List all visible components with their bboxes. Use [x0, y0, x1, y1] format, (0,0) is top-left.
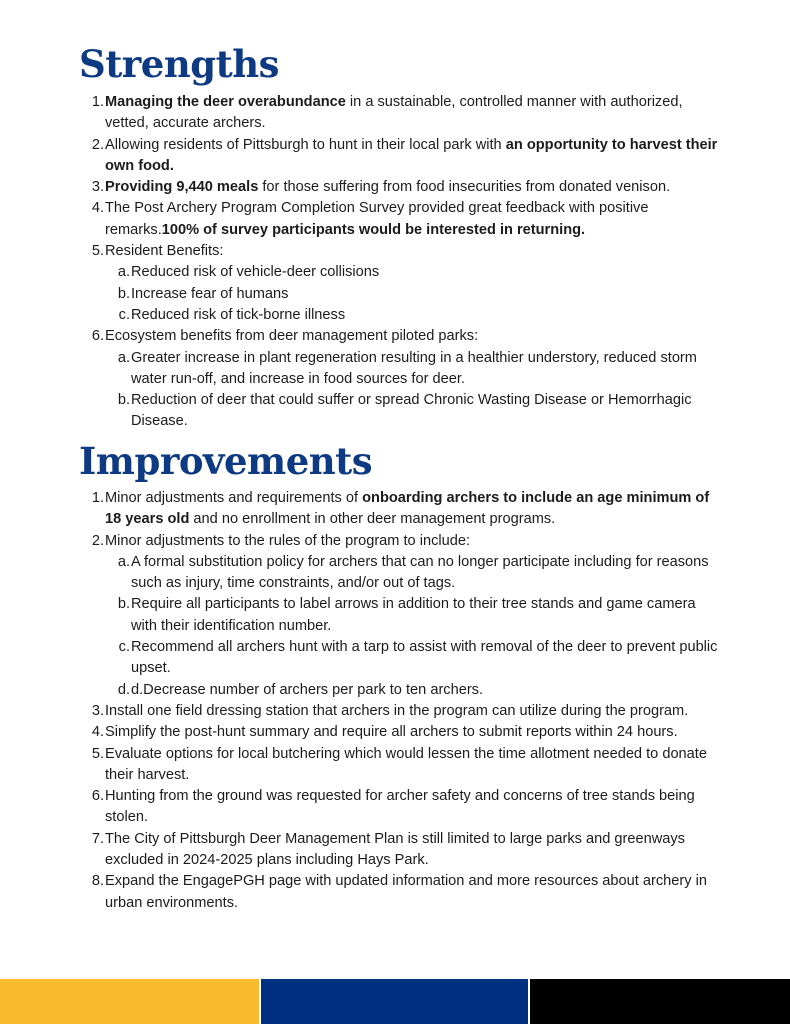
- list-item: [80, 241, 720, 326]
- sub-item-letter: b.: [117, 392, 130, 409]
- sub-list: [105, 552, 720, 701]
- list-item: [80, 722, 720, 743]
- item-number: 5.: [91, 243, 104, 260]
- sub-list-item: [105, 637, 720, 680]
- list-item: [80, 488, 720, 531]
- strengths-heading: Strengths: [79, 42, 279, 86]
- item-text: Simplify the post-hunt summary and require all archers to submit reports within 24 hours.: [105, 724, 678, 741]
- list-item: [80, 701, 720, 722]
- item-text: Minor adjustments and requirements of: [105, 490, 363, 506]
- sub-list-item: [105, 390, 720, 433]
- sub-item-text: A formal substitution policy for archers that can no longer participate including for reasons such as injury, time constraints, and/or out of tags.: [131, 553, 709, 592]
- item-number: 8.: [91, 873, 104, 890]
- sub-item-letter: d.: [117, 681, 130, 698]
- list-item: [80, 326, 720, 432]
- item-text: Resident Benefits:: [105, 243, 224, 260]
- sub-item-letter: a.: [117, 349, 130, 366]
- sub-item-letter: b.: [117, 285, 130, 302]
- item-number: 4.: [91, 200, 104, 217]
- sub-list: [105, 348, 720, 433]
- sub-item-letter: a.: [117, 553, 130, 570]
- item-number: 2.: [91, 532, 104, 549]
- item-number: 1.: [91, 94, 104, 110]
- item-number: 7.: [91, 830, 104, 847]
- item-text: Hunting from the ground was requested for archer safety and concerns of tree stands being stolen.: [105, 788, 695, 826]
- item-number: 3.: [91, 702, 104, 719]
- sub-list-item: [105, 305, 720, 326]
- sub-item-letter: a.: [117, 264, 130, 281]
- item-text: The Post Archery Program Completion Survey provided great feedback with positive remarks.: [105, 200, 649, 238]
- item-text-continued: and no enrollment in other deer management programs.: [189, 511, 556, 528]
- sub-list-item: [105, 262, 720, 283]
- item-number: 1.: [91, 490, 104, 506]
- sub-list-item: [105, 284, 720, 305]
- footer-black-bar: [530, 979, 790, 1024]
- sub-list: [105, 262, 720, 326]
- sub-item-letter: b.: [117, 596, 130, 613]
- item-bold-text: 100% of survey participants would be interested in returning.: [161, 221, 586, 238]
- list-item: [80, 871, 720, 914]
- list-item: [80, 829, 720, 872]
- sub-item-text: Recommend all archers hunt with a tarp to assist with removal of the deer to prevent public upset.: [131, 639, 718, 677]
- item-bold-text: Managing the deer overabundance: [105, 94, 346, 110]
- list-item: [80, 744, 720, 787]
- sub-item-text: Reduced risk of tick-borne illness: [131, 306, 346, 323]
- item-text: in a sustainable, controlled manner with authorized, vetted, accurate archers.: [105, 94, 683, 132]
- sub-item-text: Reduction of deer that could suffer or spread Chronic Wasting Disease or Hemorrhagic Disease.: [131, 392, 692, 430]
- sub-list-item: [105, 348, 720, 391]
- list-item: [80, 92, 720, 135]
- sub-item-text: Greater increase in plant regeneration resulting in a healthier understory, reduced storm water run-off, and increase in food sources for deer.: [131, 349, 697, 387]
- item-number: 6.: [91, 788, 104, 805]
- sub-item-text: Require all participants to label arrows in addition to their tree stands and game camera with their identification number.: [131, 596, 696, 634]
- list-item: [80, 786, 720, 829]
- item-number: 4.: [91, 724, 104, 741]
- improvements-heading: Improvements: [79, 439, 373, 483]
- item-text: Expand the EngagePGH page with updated information and more resources about archery in urban environments.: [105, 873, 707, 911]
- sub-item-text: d.Decrease number of archers per park to ten archers.: [131, 681, 484, 698]
- item-text: Evaluate options for local butchering which would lessen the time allotment needed to donate their harvest.: [105, 745, 707, 783]
- improvements-list: [80, 488, 720, 914]
- strengths-list: [80, 92, 720, 433]
- sub-item-text: Increase fear of humans: [131, 285, 289, 302]
- sub-item-letter: c.: [118, 306, 130, 323]
- item-number: 3.: [91, 179, 104, 196]
- list-item: [80, 198, 720, 241]
- footer-gold-bar: [0, 979, 259, 1024]
- item-bold-text: an opportunity to harvest their own food.: [105, 136, 718, 174]
- item-text: Install one field dressing station that archers in the program can utilize during the program.: [105, 702, 689, 719]
- item-text: Allowing residents of Pittsburgh to hunt in their local park with: [105, 136, 506, 153]
- item-bold-text: Providing 9,440 meals: [105, 179, 259, 196]
- item-bold-text: onboarding archers to include an age minimum of 18 years old: [105, 490, 710, 528]
- sub-item-letter: c.: [118, 639, 130, 656]
- list-item: [80, 531, 720, 701]
- item-text: Ecosystem benefits from deer management piloted parks:: [105, 328, 479, 345]
- footer-color-band: [0, 979, 790, 1024]
- item-number: 6.: [91, 328, 104, 345]
- item-number: 5.: [91, 745, 104, 762]
- item-number: 2.: [91, 136, 104, 153]
- list-item: [80, 177, 720, 198]
- sub-item-text: Reduced risk of vehicle-deer collisions: [131, 264, 380, 281]
- footer-blue-bar: [261, 979, 528, 1024]
- sub-list-item: [105, 594, 720, 637]
- item-text: The City of Pittsburgh Deer Management Plan is still limited to large parks and greenways excluded in 2024-2025 plans including Hays Park.: [105, 830, 685, 869]
- sub-list-item: [105, 552, 720, 595]
- sub-list-item: [105, 680, 720, 701]
- list-item: [80, 135, 720, 178]
- item-text: for those suffering from food insecurities from donated venison.: [258, 179, 671, 196]
- item-text: Minor adjustments to the rules of the program to include:: [105, 532, 471, 549]
